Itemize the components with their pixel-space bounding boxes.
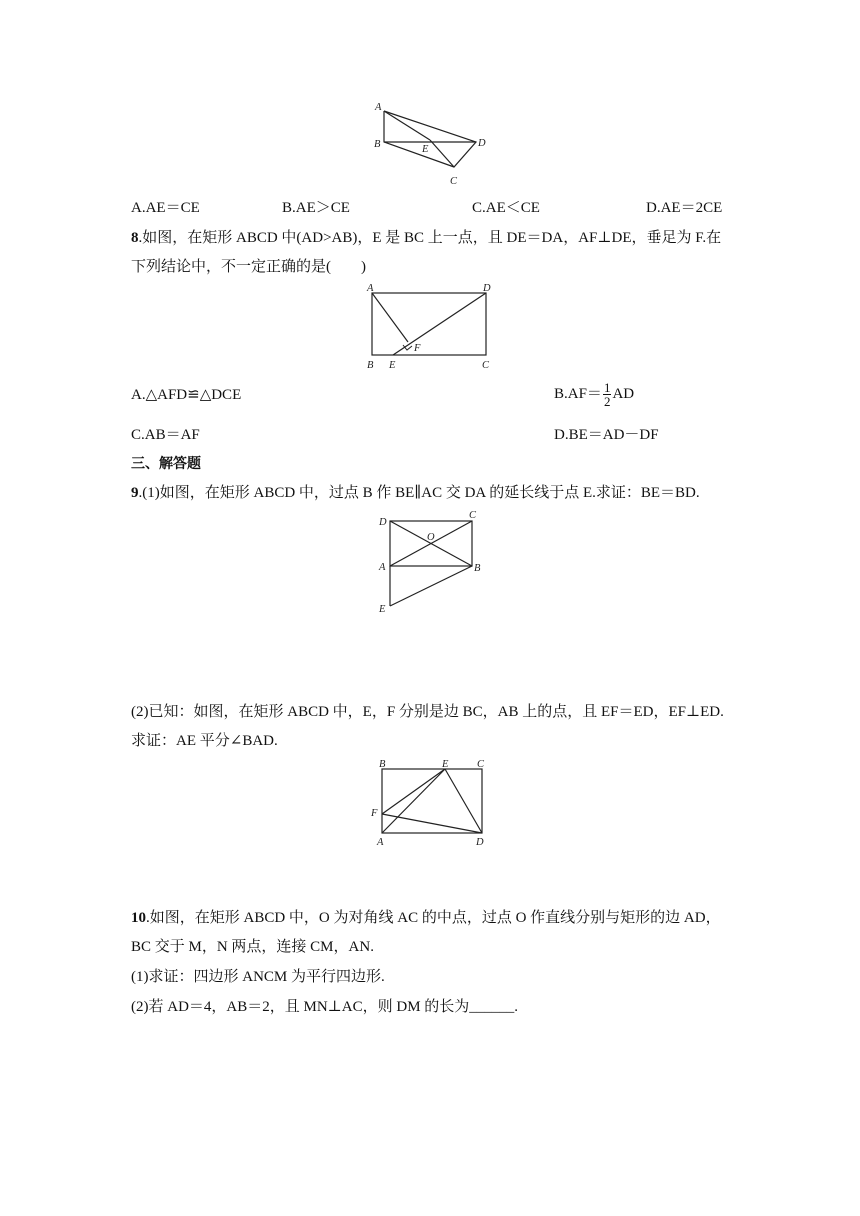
q7-label-c: C — [450, 176, 458, 187]
q9-fig2-label-b: B — [379, 759, 386, 770]
q8-label-e: E — [389, 360, 396, 371]
q7-option-b: B.AE＞CE — [282, 200, 350, 216]
q8-number: 8 — [131, 230, 139, 246]
q9-figure2 — [368, 757, 498, 849]
q9-fig2-label-a: A — [377, 837, 384, 848]
q7-figure — [370, 100, 490, 195]
q8-label-f: F — [414, 343, 421, 354]
q10-line1 — [131, 908, 721, 928]
section-title: 三、解答题 — [131, 456, 201, 472]
q8-label-d: D — [483, 283, 491, 294]
q8-option-b — [554, 379, 634, 409]
q8-fraction-numerator: 1 — [603, 380, 611, 396]
q9-fig1-label-b: B — [474, 563, 481, 574]
q9-fig1-label-a: A — [379, 562, 386, 573]
q9-part1-text: .(1)如图，在矩形 ABCD 中，过点 B 作 BE∥AC 交 DA 的延长线于点 E.求证：BE＝BD. — [138, 485, 700, 501]
q9-figure1 — [375, 510, 495, 620]
q8-label-a: A — [367, 283, 374, 294]
q9-fig2-label-c: C — [477, 759, 485, 770]
q8-figure — [365, 283, 500, 373]
q8-label-b: B — [367, 360, 374, 371]
q8-fraction-denominator: 2 — [603, 394, 611, 410]
q7-option-c: C.AE＜CE — [472, 200, 540, 216]
q8-text-1: .如图，在矩形 ABCD 中(AD>AB)，E 是 BC 上一点，且 DE＝DA，AF⊥DE，垂足为 F.在 — [138, 230, 722, 246]
q7-label-e: E — [422, 144, 429, 155]
q10-number: 10 — [131, 910, 146, 926]
q9-part2-line1: (2)已知：如图，在矩形 ABCD 中，E，F 分别是边 BC，AB 上的点，且 EF＝ED，EF⊥ED. — [131, 704, 724, 720]
q10-line2: BC 交于 M，N 两点，连接 CM，AN. — [131, 939, 374, 955]
q9-part1 — [131, 483, 700, 503]
q9-part2-line2: 求证：AE 平分∠BAD. — [131, 733, 278, 749]
q9-fig2-label-e: E — [442, 759, 449, 770]
q8-line1 — [131, 228, 721, 248]
q8-option-b-fraction — [603, 381, 612, 408]
q8-option-b-suffix: AD — [612, 386, 635, 402]
q8-option-c: C.AB＝AF — [131, 427, 200, 443]
q8-option-b-prefix: B.AF＝ — [554, 386, 602, 402]
q7-option-a: A.AE＝CE — [131, 200, 200, 216]
q9-fig1-label-d: D — [379, 517, 387, 528]
q8-option-a: A.△AFD≌△DCE — [131, 387, 242, 403]
q10-line4: (2)若 AD＝4，AB＝2，且 MN⊥AC，则 DM 的长为______. — [131, 999, 519, 1015]
q8-option-d: D.BE＝AD－DF — [554, 427, 659, 443]
q7-label-d: D — [478, 138, 486, 149]
q9-fig1-label-o: O — [427, 532, 435, 543]
q10-text-1: .如图，在矩形 ABCD 中，O 为对角线 AC 的中点，过点 O 作直线分别与矩形的边 AD， — [146, 910, 721, 926]
q10-line3: (1)求证：四边形 ANCM 为平行四边形. — [131, 969, 385, 985]
q7-label-b: B — [374, 139, 381, 150]
q7-label-a: A — [375, 102, 382, 113]
q9-fig1-label-e: E — [379, 604, 386, 615]
q9-fig2-label-d: D — [476, 837, 484, 848]
q7-option-d: D.AE＝2CE — [646, 200, 723, 216]
q9-fig2-label-f: F — [371, 808, 378, 819]
q9-fig1-label-c: C — [469, 510, 477, 521]
q8-label-c: C — [482, 360, 490, 371]
q9-number: 9 — [131, 485, 139, 501]
q8-line2: 下列结论中，不一定正确的是( ) — [131, 259, 366, 275]
